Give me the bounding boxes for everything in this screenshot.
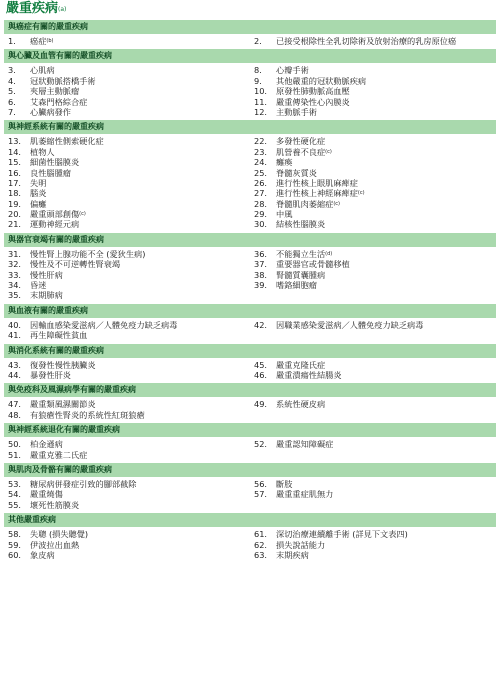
item-row [4,36,496,46]
item-cell [4,320,250,330]
item-cell [4,157,250,167]
item-cell [4,65,250,75]
item-label: 嚴重克隆氏症 [276,359,326,370]
item-row [4,259,496,269]
item-row [4,65,496,75]
item-label: 冠狀動脈搭橋手術 [30,75,96,86]
item-number: 63. [254,549,268,560]
item-number: 21. [8,219,22,230]
item-label: 多發性硬化症 [276,136,326,147]
item-cell [250,65,496,75]
item-cell [4,370,250,380]
item-label: 心肌病 [30,65,55,76]
item-label: 良性腦腫瘤 [30,167,71,178]
item-row [4,360,496,370]
item-label: 末期疾病 [276,549,309,560]
item-cell [250,280,496,290]
item-label: 慢性腎上腺功能不全 (愛狄生病) [30,248,146,259]
title-text: 嚴重疾病 [6,1,59,16]
item-cell [4,219,250,229]
item-label: 脊髓灰質炎 [276,167,317,178]
item-cell [250,76,496,86]
item-footnote-marker: (c) [357,190,365,197]
item-number: 1. [8,36,16,46]
item-number: 51. [8,449,22,460]
item-label: 其他嚴重的冠狀動脈疾病 [276,75,367,86]
item-number: 60. [8,549,22,560]
item-cell [4,540,250,550]
item-label: 心瓣手術 [276,65,309,76]
item-number: 7. [8,106,16,117]
item-number: 46. [254,369,268,380]
item-cell [250,188,496,198]
item-cell [250,36,496,46]
item-number: 45. [254,359,268,370]
item-row [4,199,496,209]
section-heading: 與神經系統退化有關的嚴重疾病 [4,423,496,437]
section-items [4,34,496,49]
item-row [4,76,496,86]
item-cell [250,107,496,117]
item-label: 中風 [276,209,293,220]
item-number: 39. [254,280,268,291]
item-cell [250,147,496,157]
item-number: 57. [254,489,268,500]
item-label: 失明 [30,177,47,188]
item-label: 失聰 (損失聽覺) [30,529,89,540]
item-cell [4,529,250,539]
item-cell [250,500,496,510]
item-number: 58. [8,529,22,540]
section-heading: 與心臟及血管有關的嚴重疾病 [4,49,496,63]
item-label: 運動神經元病 [30,219,80,230]
item-label: 嚴重潰瘍性結腸炎 [276,369,342,380]
item-row [4,86,496,96]
item-number: 11. [254,96,268,107]
item-label: 伊波拉出血熱 [30,539,80,550]
item-cell [4,360,250,370]
item-cell [4,147,250,157]
item-cell [250,209,496,219]
section-items [4,318,496,344]
item-label: 嚴重認知障礙症 [276,439,334,450]
item-label: 癌症 [30,36,47,46]
item-cell [250,479,496,489]
item-number: 43. [8,359,22,370]
item-cell [250,370,496,380]
item-cell [4,439,250,449]
item-footnote-marker: (b) [46,38,54,44]
item-number: 38. [254,269,268,280]
item-row [4,107,496,117]
item-row [4,249,496,259]
item-label: 斷肢 [276,478,293,489]
item-row [4,529,496,539]
section-items [4,358,496,384]
item-row [4,450,496,460]
item-cell [4,410,250,420]
document-page [4,0,496,563]
item-label: 腦炎 [30,188,47,199]
item-number: 37. [254,259,268,270]
item-row [4,479,496,489]
item-number: 18. [8,188,22,199]
section-items [4,134,496,233]
item-footnote-marker: (c) [79,211,86,218]
item-label: 系統性硬皮病 [276,399,326,410]
item-number: 55. [8,499,22,510]
section-items [4,397,496,423]
item-row [4,290,496,300]
section-heading: 與血液有關的嚴重疾病 [4,304,496,318]
item-label: 有狼瘡性腎炎的系統性紅斑狼瘡 [30,409,145,420]
item-cell [4,199,250,209]
item-label: 脊髓肌肉萎縮症 [276,198,334,209]
item-number: 9. [254,75,262,86]
item-label: 損失說話能力 [276,539,326,550]
item-cell [4,330,250,340]
item-number: 12. [254,106,268,117]
item-number: 32. [8,259,22,270]
item-cell [250,178,496,188]
section-items [4,247,496,304]
item-row [4,168,496,178]
item-row [4,270,496,280]
item-cell [250,550,496,560]
item-row [4,489,496,499]
item-number: 20. [8,209,22,220]
item-label: 植物人 [30,146,55,157]
item-label: 嚴重克雅二氏症 [30,449,88,460]
item-number: 3. [8,65,16,76]
item-number: 13. [8,136,22,147]
item-cell [250,399,496,409]
section-items [4,477,496,513]
item-number: 25. [254,167,268,178]
item-label: 壞死性筋膜炎 [30,499,80,510]
item-row [4,97,496,107]
item-number: 47. [8,399,22,410]
item-cell [250,270,496,280]
item-number: 31. [8,248,22,259]
item-label: 昏迷 [30,280,47,291]
item-number: 52. [254,439,268,450]
item-cell [250,320,496,330]
item-label: 末期肺病 [30,290,63,301]
item-cell [250,259,496,269]
item-label: 復發性慢性胰臟炎 [30,359,96,370]
item-cell [250,489,496,499]
item-row [4,370,496,380]
item-label: 腎髓質囊腫病 [276,269,326,280]
item-number: 54. [8,489,22,500]
item-number: 53. [8,478,22,489]
item-cell [250,136,496,146]
item-cell [250,410,496,420]
item-cell [4,270,250,280]
item-label: 肌營養不良症 [276,146,326,157]
item-label: 深切治療連續離手術 (詳見下文表四) [276,529,408,540]
item-row [4,439,496,449]
item-cell [4,76,250,86]
item-cell [250,290,496,300]
item-footnote-marker: (d) [325,250,333,257]
section-heading: 與器官衰竭有關的嚴重疾病 [4,233,496,247]
item-row [4,550,496,560]
item-cell [4,550,250,560]
item-cell [4,479,250,489]
item-label: 嚴重重症肌無力 [276,489,334,500]
section-heading: 與癌症有關的嚴重疾病 [4,20,496,34]
item-cell [4,36,250,46]
item-cell [250,540,496,550]
item-number: 26. [254,177,268,188]
item-label: 進行性核上神經麻痺症 [276,188,358,199]
item-label: 因職業感染愛滋病／人體免疫力缺乏病毒 [276,319,424,330]
item-row [4,147,496,157]
item-label: 主動脈手術 [276,106,317,117]
item-cell [4,136,250,146]
section-heading: 與肌肉及骨骼有關的嚴重疾病 [4,463,496,477]
item-label: 結核性腦膜炎 [276,219,326,230]
item-cell [250,360,496,370]
item-cell [250,439,496,449]
section-items [4,63,496,120]
item-number: 15. [8,157,22,168]
item-cell [4,188,250,198]
item-label: 肌萎縮性側索硬化症 [30,136,104,147]
item-row [4,410,496,420]
item-cell [4,259,250,269]
item-number: 22. [254,136,268,147]
item-label: 糖尿病併發症引致的腳部截除 [30,478,137,489]
item-number: 16. [8,167,22,178]
item-label: 柏金遜病 [30,439,63,450]
item-cell [250,86,496,96]
item-cell [4,209,250,219]
item-label: 嗜鉻細胞瘤 [276,280,317,291]
item-row [4,136,496,146]
item-number: 19. [8,198,22,209]
item-label: 進行性核上眼肌麻痺症 [276,177,358,188]
item-label: 細菌性腦膜炎 [30,157,80,168]
item-number: 27. [254,188,268,199]
item-number: 41. [8,330,22,341]
item-label: 原發性肺動脈高血壓 [276,86,350,97]
item-row [4,330,496,340]
item-label: 嚴重燒傷 [30,489,63,500]
item-cell [4,107,250,117]
item-number: 28. [254,198,268,209]
item-number: 50. [8,439,22,450]
item-number: 59. [8,539,22,550]
item-cell [250,97,496,107]
item-cell [250,219,496,229]
item-number: 48. [8,409,22,420]
item-number: 14. [8,146,22,157]
item-footnote-marker: (c) [325,148,332,155]
item-row [4,219,496,229]
section-items [4,437,496,463]
item-cell [250,199,496,209]
item-cell [250,168,496,178]
item-label: 偏癱 [30,198,47,209]
item-label: 重要器官或骨髓移植 [276,259,350,270]
item-label: 嚴重傳染性心內膜炎 [276,96,350,107]
item-label: 夾層主動脈瘤 [30,86,80,97]
item-cell [250,157,496,167]
item-label: 嚴重頭部創傷 [30,209,80,220]
page-title [4,0,496,20]
item-cell [4,290,250,300]
item-row [4,178,496,188]
item-label: 慢性及不可逆轉性腎衰竭 [30,259,121,270]
item-number: 2. [254,36,262,46]
item-label: 已接受根除性全乳切除術及放射治療的乳房原位癌 [276,36,457,46]
item-number: 8. [254,65,262,76]
item-footnote-marker: (c) [333,200,340,207]
item-number: 49. [254,399,268,410]
item-number: 62. [254,539,268,550]
item-cell [4,178,250,188]
section-heading: 其他嚴重疾病 [4,513,496,527]
item-row [4,540,496,550]
item-cell [4,86,250,96]
item-number: 29. [254,209,268,220]
item-cell [250,450,496,460]
item-row [4,500,496,510]
item-number: 33. [8,269,22,280]
item-number: 36. [254,248,268,259]
item-number: 44. [8,369,22,380]
item-cell [4,249,250,259]
item-number: 24. [254,157,268,168]
title-footnote-marker: (a) [58,6,67,13]
item-label: 不能獨立生活 [276,248,326,259]
item-number: 35. [8,290,22,301]
item-label: 嚴重類風濕關節炎 [30,399,96,410]
item-number: 6. [8,96,16,107]
item-cell [4,168,250,178]
item-label: 心臟病發作 [30,106,71,117]
section-heading: 與神經系統有關的嚴重疾病 [4,120,496,134]
item-number: 17. [8,177,22,188]
item-label: 再生障礙性貧血 [30,330,88,341]
item-number: 23. [254,146,268,157]
item-row [4,157,496,167]
item-number: 42. [254,319,268,330]
item-label: 因輸血感染愛滋病／人體免疫力缺乏病毒 [30,319,178,330]
item-cell [250,249,496,259]
item-number: 10. [254,86,268,97]
disease-sections [4,20,496,563]
item-number: 30. [254,219,268,230]
item-cell [4,489,250,499]
item-cell [4,280,250,290]
section-heading: 與免疫科及風濕病學有關的嚴重疾病 [4,383,496,397]
item-label: 暴發性肝炎 [30,369,71,380]
item-cell [4,97,250,107]
item-cell [4,399,250,409]
item-number: 61. [254,529,268,540]
item-row [4,209,496,219]
item-row [4,188,496,198]
item-label: 慢性肝病 [30,269,63,280]
item-label: 癱瘓 [276,157,293,168]
item-number: 5. [8,86,16,97]
item-number: 56. [254,478,268,489]
section-items [4,527,496,563]
item-cell [4,500,250,510]
item-row [4,320,496,330]
item-number: 34. [8,280,22,291]
section-heading: 與消化系統有關的嚴重疾病 [4,344,496,358]
item-number: 40. [8,319,22,330]
item-row [4,280,496,290]
item-label: 艾森門格綜合症 [30,96,88,107]
item-cell [250,529,496,539]
item-cell [4,450,250,460]
item-row [4,399,496,409]
item-number: 4. [8,75,16,86]
item-cell [250,330,496,340]
item-label: 象皮病 [30,549,55,560]
